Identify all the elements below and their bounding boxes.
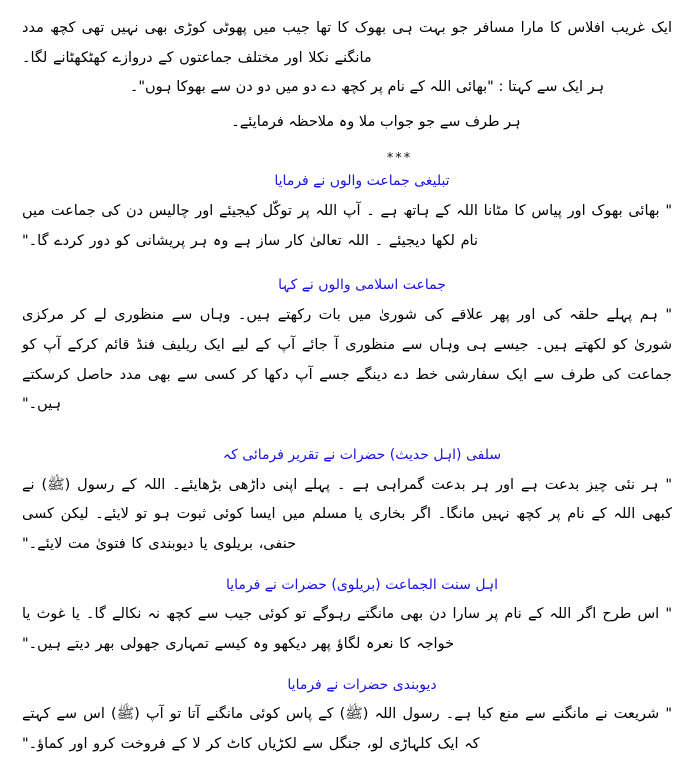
opening-block	[22, 14, 672, 137]
section-salafi	[22, 442, 672, 560]
section-heading-deobandi: دیوبندی حضرات نے فرمایا	[287, 676, 437, 693]
section-heading-jamaat-islami: جماعت اسلامی والوں نے کہا	[278, 277, 446, 294]
section-quote-barelvi: " اس طرح اگر اللہ کے نام پر سارا دن بھی مانگتے رہوگے تو کوئی جیب سے کچھ نہ نکالے گا۔ یا غوث یا خواجہ کا نعرہ لگاؤ پھر دیکھو وہ کیسے تمہاری جھولی بھر دیتے ہیں۔"	[22, 606, 672, 652]
section-tablighi	[22, 168, 672, 256]
section-quote-jamaat-islami: " ہم پہلے حلقہ کی اور پھر علاقے کی شوریٰ میں بات رکھتے ہیں۔ وہاں سے منظوری لے کر مرکزی شوریٰ کو لکھتے ہیں۔ جیسے ہی وہاں سے منظوری آ جائے آپ کے لیے ایک ریلیف فنڈ قائم کرکے آپ کو جماعت کی طرف سے ایک سفارشی خط دے دینگے جسے آپ دکھا کر کسی سے بھی مدد حاصل کرسکتے ہیں۔"	[22, 307, 672, 413]
section-separator: ***	[386, 151, 413, 167]
section-heading-salafi: سلفی (اہل حدیث) حضرات نے تقریر فرمائی کہ	[222, 446, 502, 463]
opening-dialogue-line-2: ہر طرف سے جو جواب ملا وہ ملاحظہ فرمایئے۔	[231, 114, 521, 131]
section-quote-deobandi: " شریعت نے مانگنے سے منع کیا ہے۔ رسول اللہ (ﷺ) کے پاس کوئی مانگنے آتا تو آپ (ﷺ) اس سے کہتے کہ ایک کلہاڑی لو، جنگل سے لکڑیاں کاٹ کر لا کے فروخت کرو اور کماؤ۔"	[22, 706, 672, 753]
section-quote-salafi: " ہر نئی چیز بدعت ہے اور ہر بدعت گمراہی ہے ۔ پہلے اپنی داڑھی بڑھایئے۔ اللہ کے رسول (ﷺ) نے کبھی اللہ کے نام پر کچھ نہیں مانگا۔ اگر بخاری یا مسلم میں ایسا کوئی ثبوت ہو تو لایئے۔ لیکن کسی حنفی، بریلوی یا دیوبندی کا فتویٰ مت لایئے۔"	[22, 476, 672, 552]
section-deobandi	[22, 672, 672, 760]
opening-dialogue-line-1: ہر ایک سے کہتا : "بھائی اللہ کے نام پر کچھ دے دو میں دو دن سے بھوکا ہوں"۔	[129, 79, 605, 96]
section-heading-tablighi: تبلیغی جماعت والوں نے فرمایا	[274, 173, 450, 190]
section-heading-barelvi: اہل سنت الجماعت (بریلوی) حضرات نے فرمایا	[225, 576, 499, 593]
section-barelvi	[22, 572, 672, 660]
section-jamaat-islami	[22, 272, 672, 419]
section-quote-tablighi: " بھائی بھوک اور پیاس کا مٹانا اللہ کے ہاتھ ہے ۔ آپ اللہ پر توکّل کیجیئے اور چالیس دن کی جماعت میں نام لکھا دیجیئے ۔ اللہ تعالیٰ کار ساز ہے وہ ہر پریشانی کو دور کردے گا۔"	[22, 203, 672, 249]
opening-paragraph: ایک غریب افلاس کا مارا مسافر جو بہت ہی بھوک کا تھا جیب میں پھوٹی کوڑی بھی نہیں تھی کچھ مدد مانگنے نکلا اور مختلف جماعتوں کے دروازے کھٹکھٹانے لگا۔	[22, 20, 672, 66]
